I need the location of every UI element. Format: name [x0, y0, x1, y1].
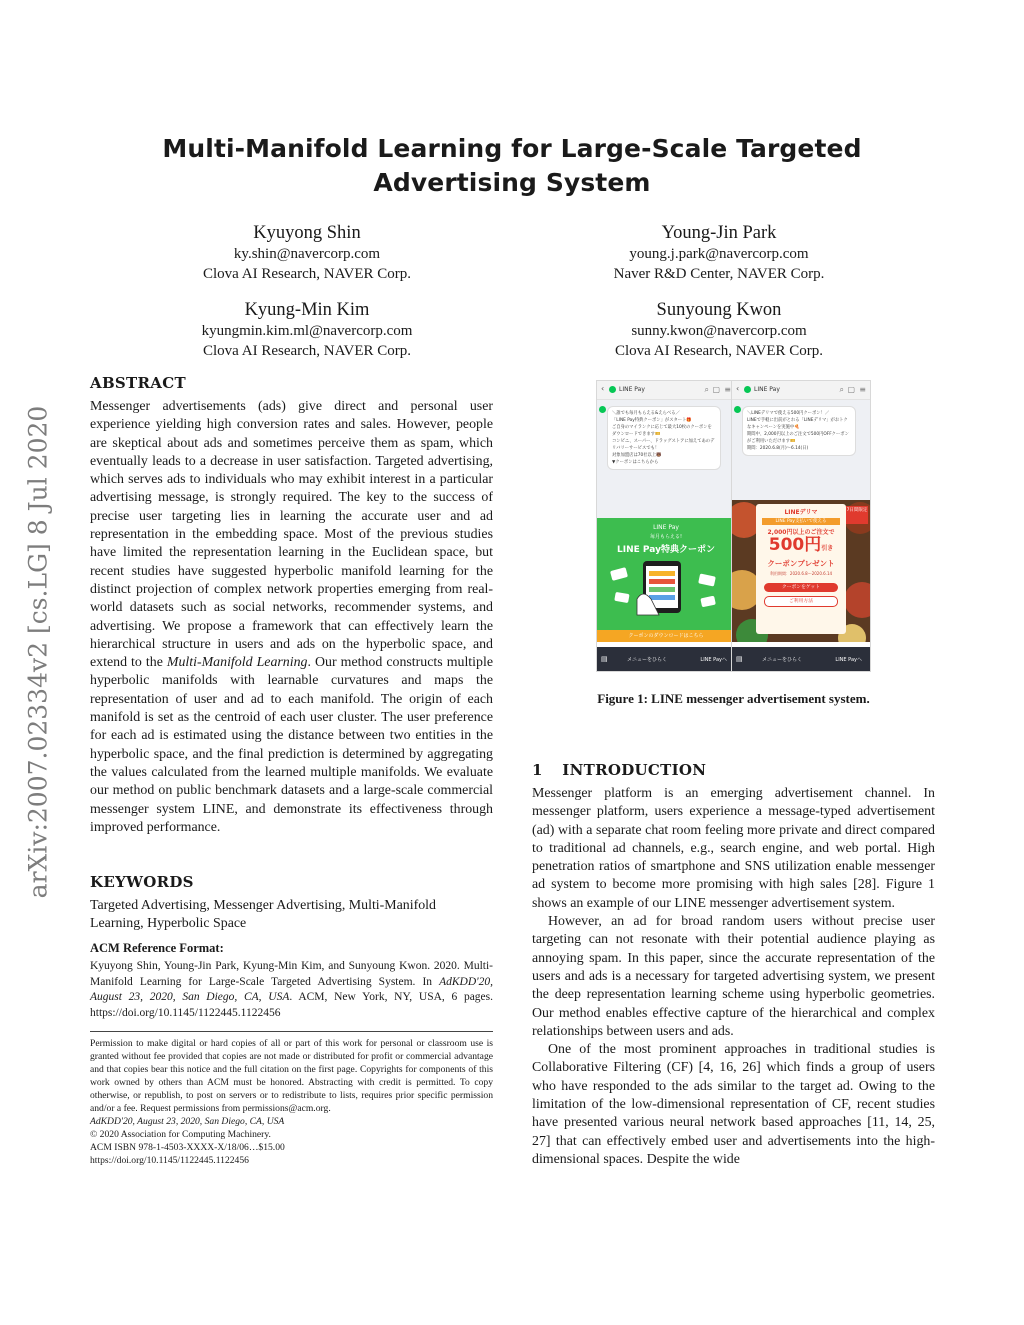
msg-line: 期間中、2,000円以上のご注文で500円OFFクーポンがご利用いただけます🎫	[747, 432, 849, 444]
phone-header	[597, 381, 735, 400]
ad-amount-row	[756, 536, 846, 558]
author-block	[142, 299, 472, 361]
arxiv-stamp	[12, 372, 64, 932]
ad-suffix: 引き	[821, 545, 834, 552]
msg-line: 期間：2020.6.8(月)～6.14(日)	[747, 446, 809, 451]
chat-area	[732, 400, 870, 500]
paper-title: Multi-Manifold Learning for Large-Scale Targeted Advertising System	[162, 134, 862, 197]
figure-caption: Figure 1: LINE messenger advertisement system.	[597, 691, 870, 706]
phone-header	[732, 381, 870, 400]
ad-period: 利用期間：2020.6.8〜2020.6.14	[769, 571, 833, 576]
keywords-heading: KEYWORDS	[90, 873, 194, 891]
permission-block	[90, 1037, 493, 1167]
menu-grid-icon: ▢	[847, 385, 855, 394]
author-name: Kyuyong Shin	[253, 223, 361, 243]
usage-button[interactable]: ご利用方法	[764, 596, 838, 607]
abstract-body	[90, 398, 493, 837]
permission-text: Permission to make digital or hard copies of all or part of this work for personal or classroom use is granted without fee provided that copies are not made or distributed for profit or commercial advantage and that copies bear this notice and the full citation on the first page. Copyrights for components of this work owned by others than ACM must be honored. Abstracting with credit is permitted. To copy otherwise, or republish, to post on servers or to redistribute to lists, requires prior specific permission and/or a fee. Request permissions from permissions@acm.org.	[90, 1038, 493, 1114]
msg-line: 対象加盟店は70社以上🐻	[612, 453, 662, 458]
coupon-card	[756, 504, 846, 634]
permission-doi: https://doi.org/10.1145/1122445.1122456	[90, 1155, 249, 1166]
acm-ref-heading: ACM Reference Format:	[90, 941, 224, 955]
bottom-nav	[597, 647, 735, 671]
back-icon: ‹	[736, 384, 740, 393]
section-number: 1	[532, 761, 543, 779]
search-icon: ⌕	[704, 385, 709, 394]
author-email: kyungmin.kim.ml@navercorp.com	[201, 323, 413, 339]
intro-paragraph: However, an ad for broad random users without precise user targeting can not resonate with their potential audience playing as annoying spam. In this paper, since the accurate representation of the users and ads is a necessary for targeted advertising system, we present the deep representation learning scheme using hyperbolic geometries. Our method enables effective capture of the hierarchical and complex relationships between users and ads.	[532, 914, 935, 1039]
author-name: Young-Jin Park	[661, 223, 777, 243]
author-affiliation: Clova AI Research, NAVER Corp.	[202, 266, 412, 282]
get-coupon-button[interactable]: クーポンをゲット	[764, 583, 838, 592]
author-block	[142, 222, 472, 284]
author-name: Sunyoung Kwon	[656, 300, 782, 320]
coupon-ad-banner	[597, 518, 735, 642]
permission-copyright: © 2020 Association for Computing Machinery.	[90, 1129, 271, 1140]
author-affiliation: Clova AI Research, NAVER Corp.	[614, 343, 824, 359]
acm-ref-body	[90, 959, 493, 1021]
intro-heading	[532, 761, 706, 779]
permission-isbn: ACM ISBN 978-1-4503-XXXX-X/18/06…$15.00	[90, 1142, 285, 1153]
limited-badge: 7日間限定	[846, 506, 868, 524]
author-name: Kyung-Min Kim	[244, 300, 370, 320]
ad-brand: LINE Pay	[653, 524, 679, 531]
back-icon: ‹	[601, 384, 605, 393]
hamburger-icon: ≡	[859, 385, 866, 394]
search-icon: ⌕	[839, 385, 844, 394]
ad-brand: LINEデリマ	[784, 509, 818, 516]
permission-venue: AdKDD'20, August 23, 2020, San Diego, CA, USA	[90, 1116, 285, 1127]
abstract-text: Messenger advertisements (ads) give direct and personal user experience yielding high conversion rates and sales. However, people are skeptical about ads and sometimes perceive them as spam, which eventually leads to a decrease in user satisfaction. Targeted advertising, which serves ads to individuals who may exhibit interest in a particular advertising message, is strongly required. The key to the success of precise user targeting lies in learning the accurate user and ad representation in the embedding space. Most of the previous studies have limited the representation learning in the Euclidean space, but recent studies have suggested hyperbolic manifold learning for the distinct projection of complex network properties emerging from real-world datasets such as social networks, recommender systems, and advertising. We propose a framework that can effectively learn the hierarchical structure in users and ads on the hyperbolic space, and extend to the	[90, 399, 493, 671]
acm-ref-venue: AdKDD'20, August 23, 2020, San Diego, CA, USA	[90, 975, 493, 1004]
msg-line: ＼LINEデリマで使える500円クーポン！／	[747, 411, 830, 416]
author-email: ky.shin@navercorp.com	[233, 246, 381, 262]
menu-open-button[interactable]: メニューをひらく	[627, 657, 668, 663]
left-phone-screenshot	[596, 380, 736, 672]
ad-title: LINE Pay特典クーポン	[617, 545, 715, 555]
author-email: sunny.kwon@navercorp.com	[631, 323, 807, 339]
ad-line1: LINE Pay支払いで使える	[762, 518, 840, 525]
msg-line: LINEで手軽に出前がとれる「LINEデリマ」がおトクなキャンペーンを実施中🍕	[747, 418, 848, 430]
message-bubble	[742, 406, 856, 456]
sender-avatar	[734, 406, 741, 413]
msg-line: ＼誰でも毎月もらえる&えらべる／	[612, 411, 680, 416]
author-block	[554, 222, 884, 284]
ad-download-button[interactable]: クーポンのダウンロードはこちら	[597, 630, 735, 642]
delivery-ad-banner	[732, 500, 870, 642]
line-pay-link[interactable]: LINE Payへ	[700, 657, 727, 663]
msg-line: ご自身のマイランクに応じて最大10枚のクーポンをダウンロードできます🎫	[612, 425, 712, 437]
abstract-text-end: . Our method constructs multiple hyperbolic manifolds with learnable curvatures and maps the representation of user and ad to each manifold. The origin of each manifold is set as the centroid of each user cluster. The user preference for each ad is estimated using the distance between two entities in the hyperbolic space, and the final prediction is determined by aggregating the values calculated from the learned multiple manifolds. We evaluate our method on public benchmark datasets and a large-scale commercial messenger system LINE, and demonstrate its effectiveness through improved performance.	[90, 655, 493, 835]
line-logo-icon	[609, 386, 616, 393]
intro-body	[532, 785, 935, 1169]
chat-title: LINE Pay	[754, 386, 780, 393]
line-logo-icon	[744, 386, 751, 393]
line-pay-link[interactable]: LINE Payへ	[835, 657, 862, 663]
abstract-emphasis: Multi-Manifold Learning	[166, 655, 308, 671]
ad-line2: 2,000円以上のご注文で	[767, 529, 835, 536]
bottom-nav	[732, 647, 870, 671]
msg-link: ▼クーポンはこちらから	[612, 460, 659, 465]
acm-ref-text: Kyuyong Shin, Young-Jin Park, Kyung-Min Kim, and Sunyoung Kwon. 2020. Multi-Manifold Learning for Large-Scale Targeted Advertising System. In	[90, 960, 493, 988]
chat-area	[597, 400, 735, 518]
abstract-heading: ABSTRACT	[90, 374, 186, 392]
acm-ref-text-end: . ACM, New York, NY, USA, 6 pages. https://doi.org/10.1145/1122445.1122456	[90, 991, 494, 1019]
keyboard-icon: ▤	[736, 655, 743, 663]
author-affiliation: Clova AI Research, NAVER Corp.	[202, 343, 412, 359]
msg-line: 「LINE Pay特典クーポン」がスタート🎁	[612, 418, 692, 423]
sender-avatar	[599, 406, 606, 413]
section-title: INTRODUCTION	[562, 761, 707, 779]
author-block	[554, 299, 884, 361]
author-email: young.j.park@navercorp.com	[629, 246, 809, 262]
chat-title: LINE Pay	[619, 386, 645, 393]
hamburger-icon: ≡	[724, 385, 731, 394]
menu-grid-icon: ▢	[712, 385, 720, 394]
menu-open-button[interactable]: メニューをひらく	[762, 657, 803, 663]
msg-line: コンビニ、スーパー、ドラッグストアに加えてあのデリバリーサービスでも！	[612, 439, 715, 451]
ad-amount: 500円	[768, 535, 822, 555]
arxiv-id: arXiv:2007.02334v2 [cs.LG] 8 Jul 2020	[23, 405, 53, 899]
intro-paragraph: Messenger platform is an emerging advertisement channel. In messenger platform, users experience a message-typed advertisement (ad) with a separate chat room feeling more private and direct compared to traditional ad channels, e.g., search engine, and web portal. High penetration ratios of smartphone and SNS utilization enable messenger ad system to become more promising with high sales [28]. Figure 1 shows an example of our LINE messenger advertisement system.	[532, 786, 935, 911]
intro-paragraph: One of the most prominent approaches in traditional studies is Collaborative Filtering (CF) [4, 16, 26] which finds a group of users who have responded to the ads similar to the target ad. Owing to the limitation of the low-dimensional representation of CF, recent studies have presented various neural network based approaches [11, 14, 25, 27] that can effectively embed user and advertisements into the high-dimensional spaces. Despite the wide	[532, 1042, 935, 1167]
phone-hand-illustration	[597, 555, 735, 617]
keywords-text: Targeted Advertising, Messenger Advertising, Multi-Manifold Learning, Hyperbolic Space	[90, 898, 436, 932]
footnote-rule	[90, 1031, 493, 1032]
ad-sub: 毎月もらえる!	[649, 534, 682, 540]
keyboard-icon: ▤	[601, 655, 608, 663]
ad-title: クーポンプレゼント	[767, 559, 835, 568]
message-bubble	[607, 406, 721, 470]
right-phone-screenshot	[731, 380, 871, 672]
author-affiliation: Naver R&D Center, NAVER Corp.	[613, 266, 825, 282]
